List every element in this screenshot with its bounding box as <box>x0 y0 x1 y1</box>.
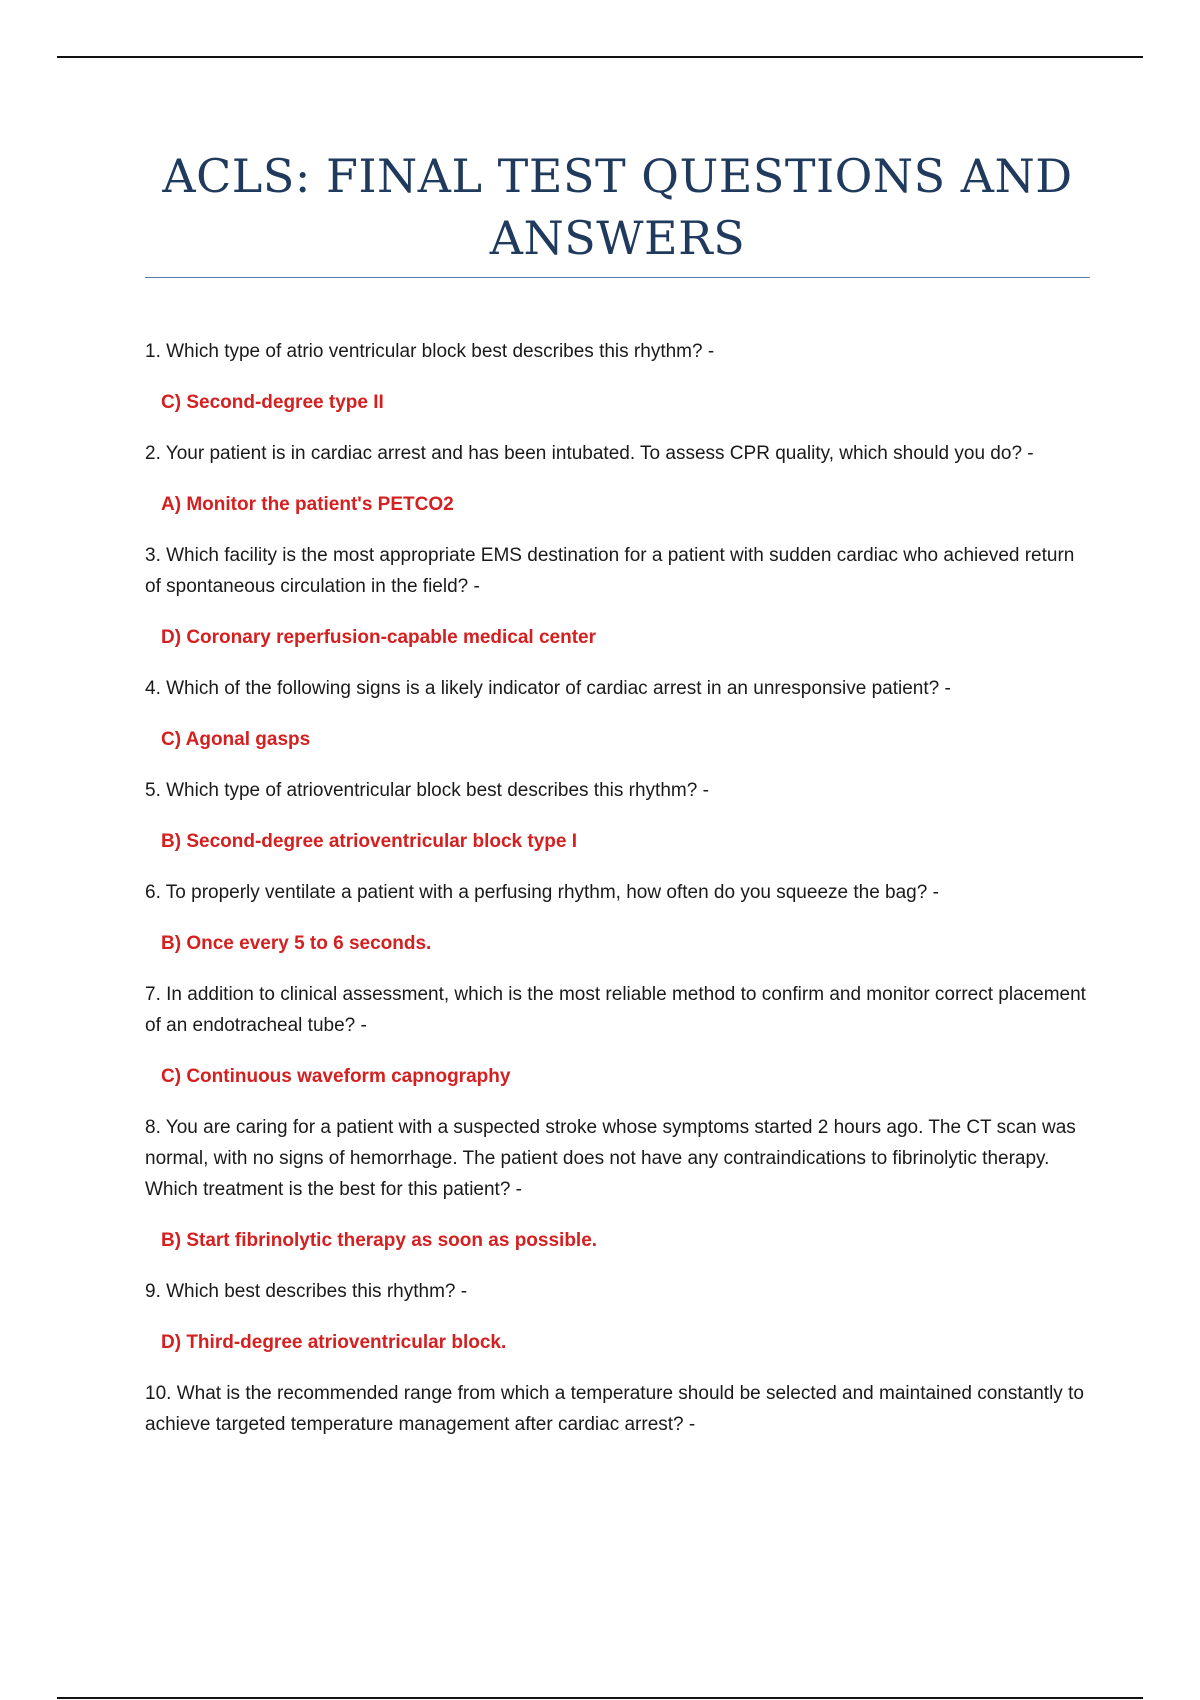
question-text: 1. Which type of atrio ventricular block best describes this rhythm? - <box>145 341 715 362</box>
qa-item <box>145 336 1090 418</box>
answer-text: A) Monitor the patient's PETCO2 <box>161 494 454 515</box>
question-text: 7. In addition to clinical assessment, which is the most reliable method to confirm and monitor correct placement of an endotracheal tube? - <box>145 984 1086 1036</box>
qa-item <box>145 540 1090 653</box>
question-text: 3. Which facility is the most appropriate EMS destination for a patient with sudden cardiac who achieved return of spontaneous circulation in the field? - <box>145 545 1075 597</box>
qa-item <box>145 775 1090 857</box>
qa-item <box>145 438 1090 520</box>
document-title: ACLS: FINAL TEST QUESTIONS AND ANSWERS <box>162 149 1073 265</box>
answer-text: C) Continuous waveform capnography <box>161 1066 511 1087</box>
answer-text: C) Agonal gasps <box>161 729 311 750</box>
question-text: 4. Which of the following signs is a likely indicator of cardiac arrest in an unresponsive patient? - <box>145 678 951 699</box>
qa-item <box>145 673 1090 755</box>
question-list <box>145 336 1090 1460</box>
question-text: 8. You are caring for a patient with a suspected stroke whose symptoms started 2 hours ago. The CT scan was normal, with no signs of hemorrhage. The patient does not have any contraindications to fibrinolytic therapy. Which treatment is the best for this patient? - <box>145 1117 1076 1200</box>
question-text: 2. Your patient is in cardiac arrest and has been intubated. To assess CPR quality, which should you do? - <box>145 443 1034 464</box>
question-text: 6. To properly ventilate a patient with a perfusing rhythm, how often do you squeeze the bag? - <box>145 882 939 903</box>
header-divider <box>57 56 1143 58</box>
footer-divider <box>57 1697 1143 1699</box>
answer-text: B) Start fibrinolytic therapy as soon as possible. <box>161 1230 598 1251</box>
answer-text: D) Coronary reperfusion-capable medical center <box>161 627 597 648</box>
qa-item <box>145 1112 1090 1256</box>
qa-item <box>145 877 1090 959</box>
title-underline <box>145 277 1090 278</box>
question-text: 10. What is the recommended range from which a temperature should be selected and maintained constantly to achieve targeted temperature management after cardiac arrest? - <box>145 1383 1084 1435</box>
answer-text: B) Once every 5 to 6 seconds. <box>161 933 432 954</box>
qa-item <box>145 979 1090 1092</box>
question-text: 9. Which best describes this rhythm? - <box>145 1281 468 1302</box>
answer-text: C) Second-degree type II <box>161 392 384 413</box>
qa-item <box>145 1276 1090 1358</box>
answer-text: B) Second-degree atrioventricular block type I <box>161 831 577 852</box>
answer-text: D) Third-degree atrioventricular block. <box>161 1332 507 1353</box>
qa-item <box>145 1378 1090 1440</box>
question-text: 5. Which type of atrioventricular block best describes this rhythm? - <box>145 780 709 801</box>
